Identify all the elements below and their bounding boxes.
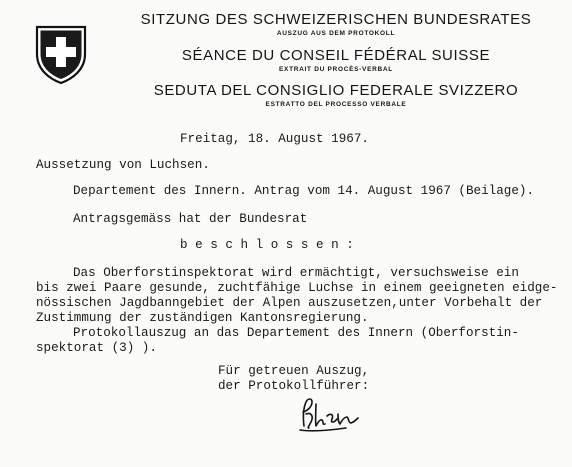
header-title-de: SITZUNG DES SCHWEIZERISCHEN BUNDESRATES <box>140 11 532 28</box>
subject-line: Aussetzung von Luchsen. <box>36 158 210 172</box>
body-line: bis zwei Paare gesunde, zuchtfähige Luchse in einem geeigneten eidge- <box>36 281 558 295</box>
header-subtitle-de: AUSZUG AUS DEM PROTOKOLL <box>276 30 396 37</box>
header-title-fr: SÉANCE DU CONSEIL FÉDÉRAL SUISSE <box>181 47 491 64</box>
body-line: Das Oberforstinspektorat wird ermächtigt, versuchsweise ein <box>73 266 519 280</box>
closing-line: der Protokollführer: <box>218 379 370 393</box>
body-line: nössischen Jagdbanngebiet der Alpen auszusetzen,unter Vorbehalt der <box>36 296 543 310</box>
session-date: Freitag, 18. August 1967. <box>180 132 369 146</box>
swiss-cross-shield-icon <box>34 24 88 86</box>
closing-line: Für getreuen Auszug, <box>218 364 370 378</box>
body-line: Zustimmung der zuständigen Kantonsregierung. <box>36 311 369 325</box>
header-subtitle-it: ESTRATTO DEL PROCESSO VERBALE <box>265 101 407 108</box>
handwritten-signature <box>294 392 370 436</box>
body-line: spektorat (3) ). <box>36 341 157 355</box>
header-subtitle-fr: EXTRAIT DU PROCÈS-VERBAL <box>279 66 393 73</box>
intro-line: Antragsgemäss hat der Bundesrat <box>73 212 308 226</box>
resolved-heading: b e s c h l o s s e n : <box>180 238 354 252</box>
body-line: Protokollauszug an das Departement des Innern (Oberforstin- <box>73 326 519 340</box>
header-title-it: SEDUTA DEL CONSIGLIO FEDERALE SVIZZERO <box>153 82 519 99</box>
department-line: Departement des Innern. Antrag vom 14. August 1967 (Beilage). <box>73 184 535 198</box>
